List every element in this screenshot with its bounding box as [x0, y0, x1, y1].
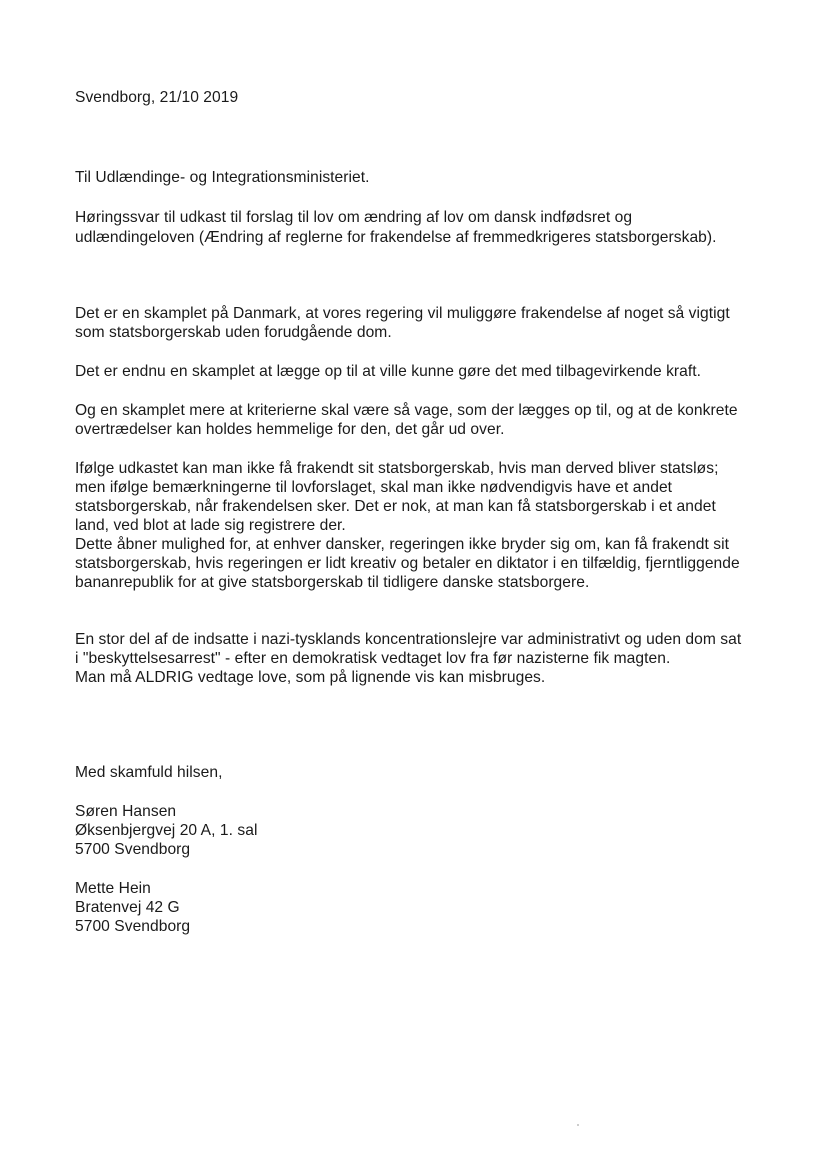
paragraph-line: statsborgerskab, hvis regeringen er lidt kreativ og betaler en diktator i en tilfældig, fjerntliggende: [75, 555, 740, 572]
paragraph-line: En stor del af de indsatte i nazi-tysklands koncentrationslejre var administrativt og uden dom sat: [75, 631, 742, 648]
signatory-city: 5700 Svendborg: [75, 918, 191, 935]
paragraph-line: Og en skamplet mere at kriterierne skal være så vage, som der lægges op til, og at de konkrete: [75, 402, 738, 419]
paragraph-line: statsborgerskab, når frakendelsen sker. Det er nok, at man kan få statsborgerskab i et andet: [75, 498, 716, 515]
scan-speck: [577, 1124, 579, 1126]
signatory-city: 5700 Svendborg: [75, 841, 191, 858]
recipient: Til Udlændinge- og Integrationsministeriet.: [75, 169, 370, 186]
paragraph-line: Det er endnu en skamplet at lægge op til at ville kunne gøre det med tilbagevirkende kraft.: [75, 363, 702, 380]
paragraph-line: men ifølge bemærkningerne til lovforslaget, skal man ikke nødvendigvis have et andet: [75, 479, 673, 496]
signatory-name: Mette Hein: [75, 880, 151, 897]
paragraph-line: Man må ALDRIG vedtage love, som på lignende vis kan misbruges.: [75, 669, 546, 686]
paragraph-line: land, ved blot at lade sig registrere der.: [75, 517, 346, 534]
closing: Med skamfuld hilsen,: [75, 764, 223, 781]
paragraph-line: overtrædelser kan holdes hemmelige for den, det går ud over.: [75, 421, 505, 438]
paragraph-line: i "beskyttelsesarrest" - efter en demokratisk vedtaget lov fra før nazisterne fik magten.: [75, 650, 671, 667]
subject-line: udlændingeloven (Ændring af reglerne for frakendelse af fremmedkrigeres statsborgerskab).: [75, 229, 717, 246]
signatory-name: Søren Hansen: [75, 803, 177, 820]
paragraph-line: bananrepublik for at give statsborgerskab til tidligere danske statsborgere.: [75, 574, 590, 591]
signatory-street: Bratenvej 42 G: [75, 899, 180, 916]
subject-line: Høringssvar til udkast til forslag til lov om ændring af lov om dansk indfødsret og: [75, 209, 633, 226]
paragraph-line: Det er en skamplet på Danmark, at vores regering vil muliggøre frakendelse af noget så vigtigt: [75, 305, 730, 322]
paragraph-line: som statsborgerskab uden forudgående dom.: [75, 324, 392, 341]
paragraph-line: Ifølge udkastet kan man ikke få frakendt sit statsborgerskab, hvis man derved bliver statsløs;: [75, 460, 719, 477]
signatory-street: Øksenbjergvej 20 A, 1. sal: [75, 822, 258, 839]
paragraph-line: Dette åbner mulighed for, at enhver dansker, regeringen ikke bryder sig om, kan få frakendt sit: [75, 536, 729, 553]
place-date: Svendborg, 21/10 2019: [75, 89, 239, 106]
